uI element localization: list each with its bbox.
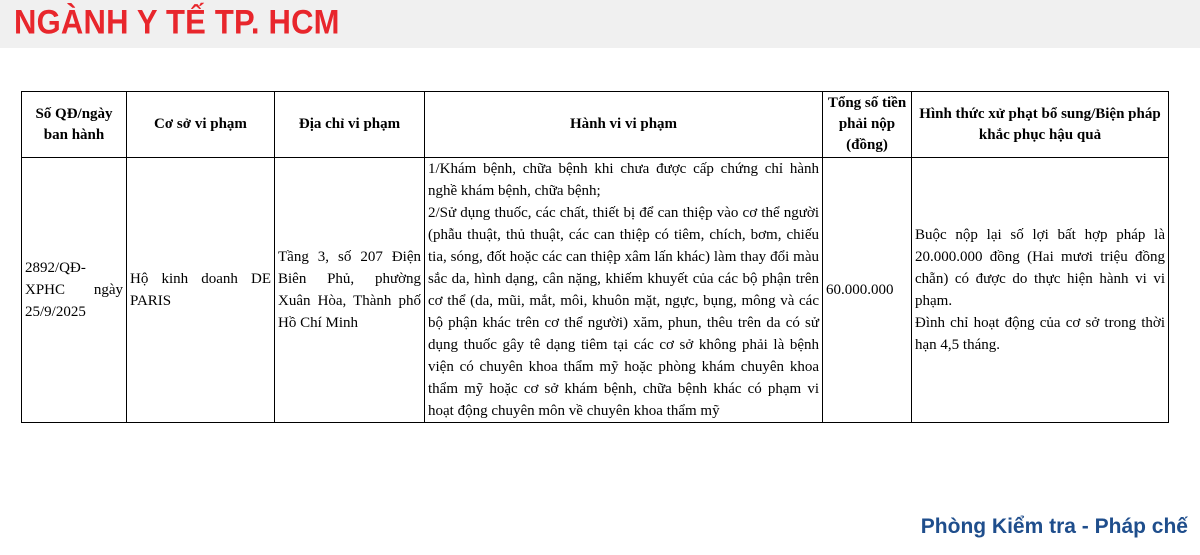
column-header-address: Địa chỉ vi phạm bbox=[275, 92, 425, 158]
penalty-item-2: Đình chỉ hoạt động của cơ sở trong thời hạn 4,5 tháng. bbox=[915, 315, 1165, 353]
column-header-behavior: Hành vi vi phạm bbox=[425, 92, 823, 158]
cell-behavior bbox=[425, 158, 823, 423]
cell-address: Tầng 3, số 207 Điện Biên Phủ, phường Xuân Hòa, Thành phố Hồ Chí Minh bbox=[275, 158, 425, 423]
column-header-fine: Tổng số tiền phải nộp (đồng) bbox=[823, 92, 912, 158]
header-banner bbox=[0, 0, 1200, 48]
table-header-row bbox=[22, 92, 1169, 158]
penalty-item-1: Buộc nộp lại số lợi bất hợp pháp là 20.000.000 đồng (Hai mươi triệu đồng chẵn) có được do thực hiện hành vi vi phạm. bbox=[915, 227, 1165, 309]
page-title: NGÀNH Y TẾ TP. HCM bbox=[14, 2, 340, 42]
cell-facility: Hộ kinh doanh DE PARIS bbox=[127, 158, 275, 423]
column-header-facility: Cơ sở vi phạm bbox=[127, 92, 275, 158]
table-row bbox=[22, 158, 1169, 423]
column-header-decision: Số QĐ/ngày ban hành bbox=[22, 92, 127, 158]
cell-fine: 60.000.000 bbox=[823, 158, 912, 423]
violations-table bbox=[21, 91, 1169, 423]
department-signature: Phòng Kiểm tra - Pháp chế bbox=[920, 515, 1188, 538]
cell-penalty bbox=[912, 158, 1169, 423]
behavior-item-2: 2/Sử dụng thuốc, các chất, thiết bị để can thiệp vào cơ thể người (phẫu thuật, thủ thuật, các can thiệp có tiêm, chích, bơm, chiếu tia, sóng, đốt hoặc các can thiệp xâm lấn khác) làm thay đổi màu sắc da, hình dạng, cân nặng, khiếm khuyết của các bộ phận trên cơ thể (da, mũi, mắt, môi, khuôn mặt, ngực, bụng, mông và các bộ phận khác trên cơ thể người) xăm, phun, thêu trên da có sử dụng thuốc gây tê dạng tiêm tại các cơ sở không phải là bệnh viện có chuyên khoa thẩm mỹ hoặc phòng khám chuyên khoa thẩm mỹ hoặc cơ sở khám bệnh, chữa bệnh khác có phạm vi hoạt động chuyên môn về chuyên khoa thẩm mỹ bbox=[428, 205, 819, 419]
behavior-item-1: 1/Khám bệnh, chữa bệnh khi chưa được cấp chứng chỉ hành nghề khám bệnh, chữa bệnh; bbox=[428, 161, 819, 199]
column-header-penalty: Hình thức xử phạt bổ sung/Biện pháp khắc phục hậu quả bbox=[912, 92, 1169, 158]
cell-decision: 2892/QĐ-XPHC ngày 25/9/2025 bbox=[22, 158, 127, 423]
